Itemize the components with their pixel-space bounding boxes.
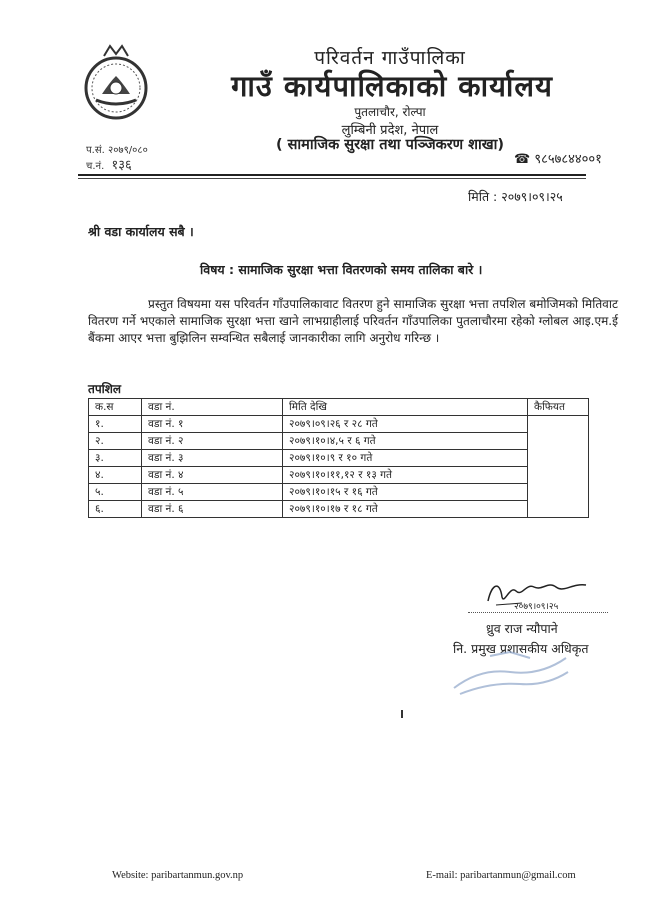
row-ward: वडा नं. ५	[142, 484, 283, 501]
handwritten-signature	[482, 575, 594, 611]
row-sn: ६.	[89, 501, 142, 518]
table-row	[89, 467, 589, 484]
row-sn: ५.	[89, 484, 142, 501]
address-line-1: पुतलाचौर, रोल्पा	[354, 105, 426, 119]
row-date: २०७९।१०।१७ र १८ गते	[283, 501, 528, 518]
letter-body: प्रस्तुत विषयमा यस परिवर्तन गाँउपालिकावाट वितरण हुने सामाजिक सुरक्षा भत्ता तपशिल बमोजिमको मितिवाट वितरण गर्ने भएकाले सामाजिक सुरक्षा भत्ता खाने लाभग्राहीलाई परिवर्तन गाँउपालिका पुतलाचौरमा रहेको ग्लोबल आइ.एम.ई बैंकमा आएर भत्ता बुझिलिन सम्वन्धित सबैलाई जानकारीका लागि अनुरोध गरिन्छ ।	[88, 297, 618, 345]
table-header-row	[89, 399, 589, 416]
official-stamp	[450, 648, 570, 696]
nepal-government-emblem-logo	[80, 42, 152, 124]
addressee: श्री वडा कार्यालय सबै ।	[88, 224, 194, 239]
cn-value: १३६	[111, 158, 132, 173]
table-row	[89, 484, 589, 501]
row-date: २०७९।१०।४,५ र ६ गते	[283, 433, 528, 450]
row-date: २०७९।१०।११,१२ र १३ गते	[283, 467, 528, 484]
table-row	[89, 501, 589, 518]
remarks-cell	[528, 416, 589, 518]
header-remarks: कैफियत	[528, 399, 589, 416]
reference-number	[86, 142, 148, 156]
ps-label: प.सं.	[86, 145, 105, 156]
signature-line	[468, 612, 608, 613]
header-divider-thin	[78, 178, 586, 179]
page-mark	[401, 710, 403, 718]
footer-website: Website: paribartanmun.gov.np	[112, 870, 244, 881]
table-row	[89, 416, 589, 433]
municipality-name: परिवर्तन गाउँपालिका	[314, 47, 466, 69]
table-caption: तपशिल	[88, 382, 122, 396]
phone-number	[514, 149, 602, 167]
distribution-schedule-table	[88, 398, 589, 518]
signer-name: ध्रुव राज न्यौपाने	[486, 621, 558, 636]
address-line-2: लुम्बिनी प्रदेश, नेपाल	[341, 123, 439, 138]
section-name: ( सामाजिक सुरक्षा तथा पञ्जिकरण शाखा)	[275, 137, 505, 153]
cn-label: च.नं.	[86, 161, 105, 172]
footer-email: E-mail: paribartanmun@gmail.com	[426, 870, 576, 881]
letter-date: मिति : २०७९।०९।२५	[468, 189, 563, 204]
signer-designation: नि. प्रमुख प्रशासकीय अधिकृत	[453, 641, 589, 656]
signature-date: २०७९।०९।२५	[514, 602, 559, 611]
ps-value: २०७९/०८०	[108, 145, 148, 156]
row-sn: १.	[89, 416, 142, 433]
header-ward: वडा नं.	[142, 399, 283, 416]
row-date: २०७९।१०।९ र १० गते	[283, 450, 528, 467]
row-ward: वडा नं. २	[142, 433, 283, 450]
header-sn: क.स	[89, 399, 142, 416]
dispatch-number	[86, 155, 132, 173]
row-ward: वडा नं. १	[142, 416, 283, 433]
row-sn: ४.	[89, 467, 142, 484]
table-row	[89, 450, 589, 467]
table-row	[89, 433, 589, 450]
row-ward: वडा नं. ३	[142, 450, 283, 467]
letter-subject: विषय : सामाजिक सुरक्षा भत्ता वितरणको समय तालिका बारे ।	[200, 262, 483, 277]
row-sn: ३.	[89, 450, 142, 467]
row-sn: २.	[89, 433, 142, 450]
row-date: २०७९।१०।१५ र १६ गते	[283, 484, 528, 501]
header-date: मिति देखि	[283, 399, 528, 416]
row-ward: वडा नं. ६	[142, 501, 283, 518]
phone-value: ९८५७८४४००१	[534, 152, 602, 167]
header-divider	[78, 174, 586, 176]
row-date: २०७९।०९।२६ र २८ गते	[283, 416, 528, 433]
phone-icon: ☎	[514, 152, 531, 167]
row-ward: वडा नं. ४	[142, 467, 283, 484]
office-name: गाउँ कार्यपालिकाको कार्यालय	[231, 69, 553, 103]
